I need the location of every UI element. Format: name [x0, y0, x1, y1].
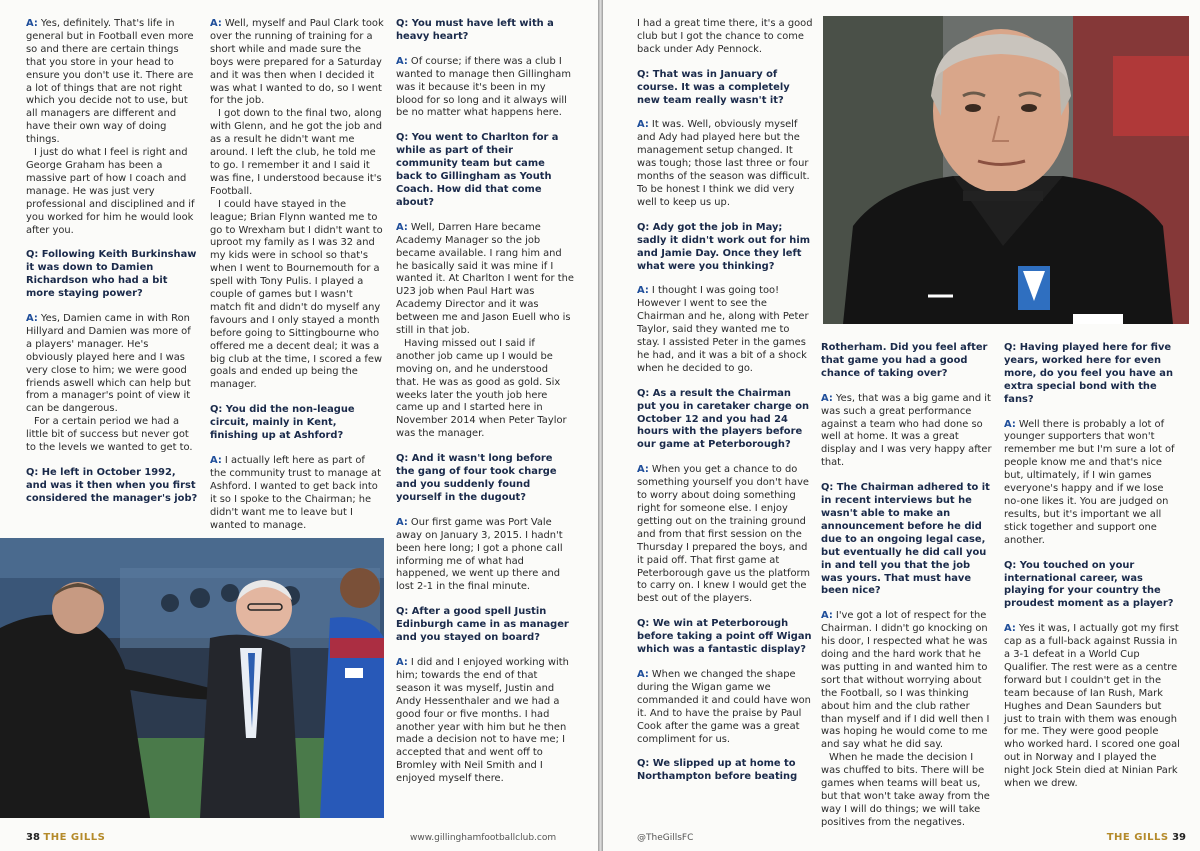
magazine-title: THE GILLS	[43, 832, 106, 843]
interview-answer	[637, 669, 813, 746]
right-folio	[1107, 832, 1186, 843]
interview-question: Q: Ady got the job in May; sadly it didn't work out for him and Jamie Day. Once they left what were you thinking?	[637, 221, 810, 272]
answer-prefix: A:	[396, 516, 408, 528]
answer-text: I've got a lot of respect for the Chairman. I didn't go knocking on his door, I respected what he was doing and the hard work that he was putting in and wanted him to sort that without worrying about the Football, so I was thinking about him and the club rather than myself and if I did well then I was hoping he would come to me and say what he did say.	[821, 610, 990, 751]
answer-continuation: I just do what I feel is right and George Graham has been a massive part of how I coach and manage. He was just very professional and disciplined and if you worked for him he would look after you.	[26, 147, 195, 236]
interview-answer	[26, 18, 198, 147]
answer-prefix: A:	[210, 18, 222, 29]
answer-text: Yes it was, I actually got my first cap as a full-back against Russia in a 3-1 defeat in a World Cup Qualifier. The rest were as a centre forward but I couldn't get in the team because of Ian Rush, Mark Hughes and Dean Saunders but just to train with them was enough for me. They were good people who worked hard. I scored one goal out in Norway and I played the night Jock Stein died at Ninian Park when we drew.	[1004, 623, 1180, 790]
interview-question: Q: You must have left with a heavy heart?	[396, 18, 554, 42]
interview-question: Q: After a good spell Justin Edinburgh came in as manager and you stayed on board?	[396, 606, 569, 644]
answer-prefix: A:	[821, 392, 833, 404]
answer-prefix: A:	[637, 285, 649, 297]
answer-prefix: A:	[1004, 418, 1016, 430]
interview-question: Q: Having played here for five years, worked here for even more, do you feel you have an extra special bond with the fans?	[1004, 342, 1173, 405]
answer-text: When you get a chance to do something yourself you don't have to worry about doing something right for someone else. I enjoy getting out on the training ground and from that first session on the Thursday I prepared the boys, and it paid off. That first game at Peterborough gave us the platform to carry on. I knew I would get the best out of the players.	[637, 464, 811, 605]
interview-answer	[26, 313, 198, 416]
page-number: 38	[26, 832, 40, 843]
magazine-title: THE GILLS	[1106, 832, 1169, 843]
interview-question: Q: Following Keith Burkinshaw it was down to Damien Richardson who had a bit more staying power?	[26, 249, 197, 300]
interview-answer	[396, 657, 574, 786]
social-handle: @TheGillsFC	[637, 833, 694, 843]
answer-text: When we changed the shape during the Wigan game we commanded it and could have won it. And to have the praise by Paul Cook after the game was a great compliment for us.	[637, 668, 811, 745]
answer-continuation: When he made the decision I was chuffed to bits. There will be games when teams will beat us, but that won't take away from the way I will do things; we will take positives from the negatives.	[821, 752, 990, 828]
interview-answer	[396, 517, 574, 594]
body-paragraph: I had a great time there, it's a good club but I got the chance to come back under Ady Pennock.	[637, 18, 813, 55]
answer-text: Well, myself and Paul Clark took over the running of training for a short while and made sure the boys were prepared for a Saturday and it was then when I decided it was what I wanted to do, so I went for the job.	[210, 18, 384, 107]
left-column-2	[210, 18, 384, 544]
interview-answer	[821, 610, 993, 752]
answer-text: Yes, that was a big game and it was such a great performance against a team who had done so well at home. It was a great display and I was very happy after that.	[821, 392, 992, 469]
answer-prefix: A:	[1004, 623, 1016, 635]
interview-question: Rotherham. Did you feel after that game you had a good chance of taking over?	[821, 342, 988, 379]
answer-prefix: A:	[637, 119, 649, 131]
interview-answer	[396, 222, 574, 338]
answer-prefix: A:	[396, 55, 408, 67]
right-column-1	[637, 18, 813, 796]
interview-question: Q: You did the non-league circuit, mainly in Kent, finishing up at Ashford?	[210, 404, 355, 442]
left-column-1	[26, 18, 198, 518]
left-folio	[26, 832, 105, 843]
answer-text: Well there is probably a lot of younger supporters that won't remember me but I'm sure a lot of people know me and that's nice but, ultimately, if I win games everyone's happy and if we lose no-one likes it. You are judged on results, but it's important we all stick together and support one another.	[1004, 418, 1175, 546]
right-column-3	[1004, 342, 1180, 803]
interview-answer	[637, 464, 813, 606]
answer-prefix: A:	[210, 455, 222, 466]
interview-question: Q: You touched on your international career, was playing for your country the proudest moment as a player?	[1004, 559, 1174, 610]
interview-answer	[637, 119, 813, 209]
manager-portrait-photo	[823, 16, 1189, 324]
answer-continuation: For a certain period we had a little bit of success but never got to the levels we wanted to get to.	[26, 416, 193, 454]
answer-prefix: A:	[26, 18, 38, 29]
answer-text: Yes, definitely. That's life in general but in Football even more so and there are certain things that you store in your head to ensure you don't use it. There are a lot of things that are not right which you decide not to use, but all managers are different and have their own way of doing things.	[26, 18, 194, 146]
answer-text: It was. Well, obviously myself and Ady had played here but the management setup changed. It was tough; those last three or four months of the season was difficult. To be honest I think we did very well to keep us up.	[637, 119, 810, 208]
answer-text: Our first game was Port Vale away on January 3, 2015. I hadn't been here long; I got a phone call informing me of what had happened, we went up there and lost 2-1 in the final minute.	[396, 516, 563, 593]
answer-text: I did and I enjoyed working with him; towards the end of that season it was myself, Justin and Andy Hessenthaler and we had a good four or five months. I had another year with him but he then made a decision not to have me; I accepted that and went off to Bromley with Neil Smith and I enjoyed myself there.	[396, 656, 569, 785]
interview-answer	[821, 393, 993, 470]
answer-text: Of course; if there was a club I wanted to manage then Gillingham was it because it's been in my blood for so long and it always will be no matter what happens here.	[396, 55, 571, 119]
interview-answer	[210, 18, 384, 108]
answer-prefix: A:	[637, 464, 649, 476]
right-column-2	[821, 342, 993, 842]
interview-question: Q: That was in January of course. It was a completely new team really wasn't it?	[637, 68, 790, 106]
interview-answer	[1004, 623, 1180, 791]
interview-question: Q: The Chairman adhered to it in recent interviews but he wasn't able to make an announcement before he did due to an ongoing legal case, but eventually he did call you in and tell you that the job was yours. That must have been nice?	[821, 482, 990, 597]
interview-answer	[637, 285, 813, 375]
answer-prefix: A:	[821, 610, 833, 622]
interview-answer	[396, 56, 574, 121]
interview-answer	[1004, 419, 1180, 548]
interview-question: Q: We slipped up at home to Northampton before beating	[637, 758, 798, 783]
answer-prefix: A:	[396, 656, 408, 668]
interview-answer	[210, 455, 384, 532]
answer-text: Yes, Damien came in with Ron Hillyard and Damien was more of a players' manager. He's obviously played here and I was very close to him; we were good friends aswell which can help but from a manager's point of view it can be dangerous.	[26, 313, 191, 415]
answer-prefix: A:	[637, 668, 649, 680]
interview-question: Q: He left in October 1992, and was it then when you first considered the manager's job?	[26, 467, 198, 504]
interview-question: Q: As a result the Chairman put you in caretaker charge on October 12 and you had 24 hours with the players before our game at Peterborough?	[637, 387, 810, 451]
page-number: 39	[1172, 832, 1186, 843]
answer-prefix: A:	[396, 221, 408, 233]
interview-question: Q: We win at Peterborough before taking a point off Wigan which was a fantastic display?	[637, 618, 812, 656]
answer-continuation: I got down to the final two, along with Glenn, and he got the job and as a result he didn't want me around. I left the club, he told me to go. I remember it and I said it was fine, I understood because it's Football.	[210, 108, 382, 197]
answer-continuation: Having missed out I said if another job came up I would be moving on, and he understood that. He was as good as gold. Six weeks later the youth job here came up and I started here in November 2014 when Peter Taylor was the manager.	[396, 337, 567, 440]
left-column-3	[396, 18, 574, 798]
left-page	[0, 0, 598, 851]
answer-text: I thought I was going too! However I went to see the Chairman and he, along with Peter Taylor, said they wanted me to stay. I assisted Peter in the games he had, and it was a bit of a shock when he decided to go.	[637, 285, 809, 374]
website-url: www.gillinghamfootballclub.com	[410, 833, 557, 843]
interview-question: Q: You went to Charlton for a while as part of their community team but came back to Gillingham as Youth Coach. How did that come about?	[396, 132, 559, 208]
sideline-handshake-photo	[0, 538, 384, 818]
answer-prefix: A:	[26, 313, 38, 325]
answer-text: I actually left here as part of the community trust to manage at Ashford. I wanted to get back into it so I spoke to the Chairman; he didn't want me to leave but I wanted to manage.	[210, 455, 381, 531]
interview-question: Q: And it wasn't long before the gang of four took charge and you suddenly found yourself in the dugout?	[396, 453, 557, 503]
answer-continuation: I could have stayed in the league; Brian Flynn wanted me to go to Wrexham but I didn't want to uproot my family as I was 32 and my kids were in school so that's when I went to Bournemouth for a spell with Tony Pulis. I played a couple of games but I wasn't match fit and didn't do myself any favours and I only stayed a month before going to Sittingbourne who offered me a decent deal; it was a big club at the time, I scored a few goals and ended up being the manager.	[210, 198, 383, 391]
right-page	[603, 0, 1200, 851]
answer-text: Well, Darren Hare became Academy Manager so the job became available. I rang him and he basically said it was mine if I wanted it. At Charlton I went for the U23 job when Paul Hart was Academy Director and it was between me and Jason Euell who is still in that job.	[396, 221, 574, 337]
